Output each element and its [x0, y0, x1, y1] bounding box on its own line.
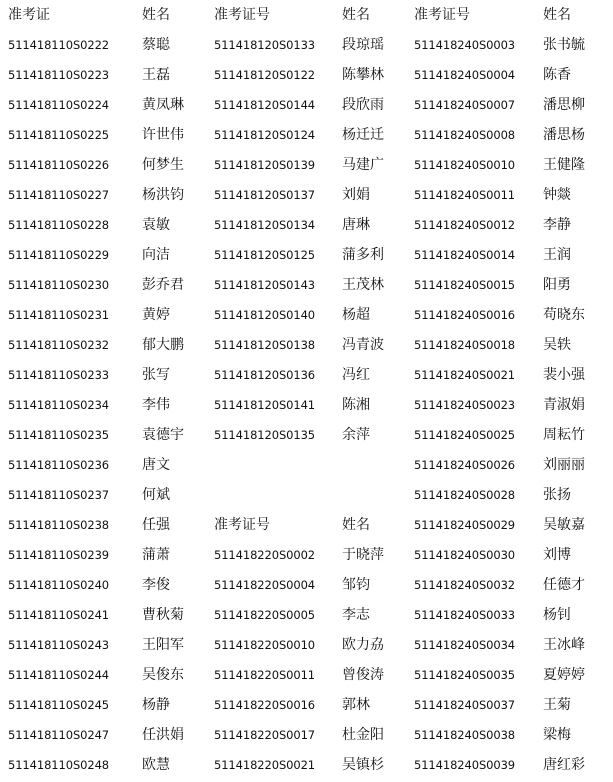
name-cell: 王磊 — [142, 67, 170, 83]
exam-number-cell: 511418240S0018 — [414, 338, 516, 352]
name-cell: 杜金阳 — [342, 727, 384, 743]
name-cell: 张书毓 — [543, 37, 585, 53]
exam-number-cell: 511418110S0231 — [8, 308, 110, 322]
exam-number-cell: 511418110S0223 — [8, 68, 110, 82]
name-cell — [342, 480, 408, 510]
name-cell: 黄婷 — [142, 307, 170, 323]
name-cell — [342, 450, 408, 480]
name-cell: 段琼瑶 — [342, 37, 384, 53]
name-cell: 吴镇杉 — [342, 757, 384, 773]
table-row — [0, 540, 613, 570]
exam-number-cell: 511418110S0240 — [8, 578, 110, 592]
name-cell: 陈攀林 — [342, 67, 384, 83]
name-cell: 张扬 — [543, 487, 571, 503]
table-row — [0, 90, 613, 120]
exam-number-cell: 511418110S0236 — [8, 458, 110, 472]
exam-number-cell: 511418110S0244 — [8, 668, 110, 682]
exam-number-cell: 511418120S0124 — [214, 128, 316, 142]
exam-number-cell: 511418110S0238 — [8, 518, 110, 532]
exam-number-cell: 511418240S0011 — [414, 188, 516, 202]
name-cell: 周耘竹 — [543, 427, 585, 443]
name-cell: 袁德宇 — [142, 427, 184, 443]
name-cell: 夏婷婷 — [543, 667, 585, 683]
name-cell: 邹钧 — [342, 577, 370, 593]
table-row — [0, 690, 613, 720]
name-cell: 任强 — [142, 517, 170, 533]
name-cell: 梁梅 — [543, 727, 571, 743]
name-cell: 何梦生 — [142, 157, 184, 173]
name-cell: 陈湘 — [342, 397, 370, 413]
table-row — [0, 180, 613, 210]
exam-number-cell: 511418240S0016 — [414, 308, 516, 322]
exam-number-cell: 511418240S0004 — [414, 68, 516, 82]
exam-number-cell: 511418220S0011 — [214, 668, 316, 682]
column-header-exam-number: 准考证号 — [214, 517, 270, 533]
table-row — [0, 600, 613, 630]
name-cell: 唐红彩 — [543, 757, 585, 773]
exam-number-cell: 511418110S0230 — [8, 278, 110, 292]
exam-number-cell: 511418120S0138 — [214, 338, 316, 352]
name-cell: 马建广 — [342, 157, 384, 173]
exam-number-cell: 511418220S0016 — [214, 698, 316, 712]
name-cell: 郭林 — [342, 697, 370, 713]
exam-number-cell: 511418120S0137 — [214, 188, 316, 202]
exam-number-cell: 511418240S0034 — [414, 638, 516, 652]
name-cell: 袁敏 — [142, 217, 170, 233]
table-row — [0, 60, 613, 90]
name-cell: 冯青波 — [342, 337, 384, 353]
column-header-exam-number: 准考证 — [8, 7, 50, 23]
exam-number-cell: 511418110S0225 — [8, 128, 110, 142]
exam-number-cell: 511418240S0025 — [414, 428, 516, 442]
exam-number-cell: 511418110S0224 — [8, 98, 110, 112]
table-row — [0, 450, 613, 480]
exam-number-cell: 511418110S0229 — [8, 248, 110, 262]
exam-number-cell: 511418240S0026 — [414, 458, 516, 472]
table-row — [0, 30, 613, 60]
table-row — [0, 630, 613, 660]
exam-number-cell: 511418240S0003 — [414, 38, 516, 52]
table-row — [0, 720, 613, 750]
exam-number-cell: 511418110S0237 — [8, 488, 110, 502]
name-cell: 欧力劦 — [342, 637, 384, 653]
exam-number-cell — [214, 480, 338, 510]
name-cell: 刘博 — [543, 547, 571, 563]
name-cell: 王健隆 — [543, 157, 585, 173]
exam-number-cell: 511418120S0136 — [214, 368, 316, 382]
table-row — [0, 360, 613, 390]
exam-number-cell: 511418240S0032 — [414, 578, 516, 592]
exam-number-cell: 511418240S0023 — [414, 398, 516, 412]
name-cell: 欧慧 — [142, 757, 170, 773]
name-cell: 吴轶 — [543, 337, 571, 353]
name-cell: 青淑娟 — [543, 397, 585, 413]
exam-number-cell: 511418240S0010 — [414, 158, 516, 172]
name-cell: 王菊 — [543, 697, 571, 713]
table-row — [0, 150, 613, 180]
name-cell: 刘娟 — [342, 187, 370, 203]
name-cell: 李志 — [342, 607, 370, 623]
table-row — [0, 330, 613, 360]
exam-number-cell: 511418120S0140 — [214, 308, 316, 322]
name-cell: 苟晓东 — [543, 307, 585, 323]
name-cell: 任洪娟 — [142, 727, 184, 743]
name-cell: 杨超 — [342, 307, 370, 323]
exam-number-cell: 511418110S0222 — [8, 38, 110, 52]
name-cell: 许世伟 — [142, 127, 184, 143]
exam-number-cell: 511418120S0133 — [214, 38, 316, 52]
name-cell: 冯红 — [342, 367, 370, 383]
exam-number-cell: 511418240S0033 — [414, 608, 516, 622]
table-row — [0, 300, 613, 330]
exam-number-cell: 511418110S0234 — [8, 398, 110, 412]
table-row — [0, 480, 613, 510]
name-cell: 裴小强 — [543, 367, 585, 383]
name-cell: 钟燚 — [543, 187, 571, 203]
table-row — [0, 270, 613, 300]
name-cell: 蔡聪 — [142, 37, 170, 53]
exam-number-cell: 511418110S0235 — [8, 428, 110, 442]
exam-number-cell: 511418110S0239 — [8, 548, 110, 562]
column-header-name: 姓名 — [142, 7, 170, 23]
name-cell: 杨钊 — [543, 607, 571, 623]
exam-number-cell: 511418240S0039 — [414, 758, 516, 772]
table-row — [0, 120, 613, 150]
table-row — [0, 660, 613, 690]
table-row — [0, 570, 613, 600]
name-cell: 张写 — [142, 367, 170, 383]
name-cell: 王茂林 — [342, 277, 384, 293]
name-cell: 陈香 — [543, 67, 571, 83]
name-cell: 潘思杨 — [543, 127, 585, 143]
name-cell: 阳勇 — [543, 277, 571, 293]
name-cell: 吴敏嘉 — [543, 517, 585, 533]
exam-number-cell: 511418220S0005 — [214, 608, 316, 622]
exam-number-cell: 511418240S0029 — [414, 518, 516, 532]
name-cell: 黄凤琳 — [142, 97, 184, 113]
column-header-name: 姓名 — [543, 7, 571, 23]
name-cell: 王冰峰 — [543, 637, 585, 653]
exam-number-cell: 511418240S0012 — [414, 218, 516, 232]
exam-number-cell: 511418220S0021 — [214, 758, 316, 772]
exam-number-cell: 511418240S0014 — [414, 248, 516, 262]
exam-number-cell: 511418110S0233 — [8, 368, 110, 382]
name-cell: 余萍 — [342, 427, 370, 443]
table-row — [0, 240, 613, 270]
exam-number-cell: 511418110S0226 — [8, 158, 110, 172]
exam-number-cell: 511418120S0139 — [214, 158, 316, 172]
name-cell: 李伟 — [142, 397, 170, 413]
name-cell: 郁大鹏 — [142, 337, 184, 353]
table-row — [0, 750, 613, 780]
name-cell: 向洁 — [142, 247, 170, 263]
table-row — [0, 510, 613, 540]
name-cell: 唐文 — [142, 457, 170, 473]
exam-number-cell: 511418240S0030 — [414, 548, 516, 562]
exam-number-cell: 511418120S0125 — [214, 248, 316, 262]
exam-number-cell: 511418220S0010 — [214, 638, 316, 652]
name-cell: 李俊 — [142, 577, 170, 593]
exam-number-cell: 511418220S0017 — [214, 728, 316, 742]
name-cell: 蒲萧 — [142, 547, 170, 563]
name-cell: 何斌 — [142, 487, 170, 503]
exam-number-cell: 511418220S0004 — [214, 578, 316, 592]
name-cell: 彭乔君 — [142, 277, 184, 293]
exam-number-cell: 511418120S0122 — [214, 68, 316, 82]
name-cell: 杨迁迁 — [342, 127, 384, 143]
table-row — [0, 210, 613, 240]
name-cell: 刘丽丽 — [543, 457, 585, 473]
exam-number-cell: 511418120S0144 — [214, 98, 316, 112]
exam-number-cell: 511418240S0028 — [414, 488, 516, 502]
exam-number-cell: 511418120S0141 — [214, 398, 316, 412]
name-cell: 段欣雨 — [342, 97, 384, 113]
exam-number-cell: 511418120S0143 — [214, 278, 316, 292]
exam-number-cell: 511418240S0021 — [414, 368, 516, 382]
exam-number-cell: 511418110S0248 — [8, 758, 110, 772]
name-cell: 杨洪钧 — [142, 187, 184, 203]
name-cell: 曾俊涛 — [342, 667, 384, 683]
exam-number-cell: 511418240S0037 — [414, 698, 516, 712]
exam-number-cell: 511418240S0035 — [414, 668, 516, 682]
name-cell: 潘思柳 — [543, 97, 585, 113]
name-cell: 王阳军 — [142, 637, 184, 653]
name-cell: 杨静 — [142, 697, 170, 713]
name-cell: 蒲多利 — [342, 247, 384, 263]
name-cell: 任德才 — [543, 577, 585, 593]
name-cell: 唐琳 — [342, 217, 370, 233]
exam-number-cell: 511418110S0243 — [8, 638, 110, 652]
exam-number-cell: 511418120S0135 — [214, 428, 316, 442]
table-row — [0, 390, 613, 420]
exam-number-cell: 511418110S0227 — [8, 188, 110, 202]
exam-number-cell: 511418240S0008 — [414, 128, 516, 142]
exam-number-cell — [214, 450, 338, 480]
exam-number-cell: 511418120S0134 — [214, 218, 316, 232]
name-cell: 曹秋菊 — [142, 607, 184, 623]
name-cell: 李静 — [543, 217, 571, 233]
column-header-name: 姓名 — [342, 517, 370, 533]
exam-number-cell: 511418110S0241 — [8, 608, 110, 622]
column-header-exam-number: 准考证号 — [414, 7, 470, 23]
exam-number-cell: 511418240S0015 — [414, 278, 516, 292]
exam-number-cell: 511418110S0247 — [8, 728, 110, 742]
column-header-exam-number: 准考证号 — [214, 7, 270, 23]
exam-number-cell: 511418240S0038 — [414, 728, 516, 742]
column-header-name: 姓名 — [342, 7, 370, 23]
name-cell: 吴俊东 — [142, 667, 184, 683]
exam-number-cell: 511418110S0228 — [8, 218, 110, 232]
exam-number-cell: 511418220S0002 — [214, 548, 316, 562]
table-row — [0, 420, 613, 450]
exam-number-cell: 511418110S0232 — [8, 338, 110, 352]
exam-number-cell: 511418240S0007 — [414, 98, 516, 112]
header-row — [0, 0, 613, 30]
name-cell: 于晓萍 — [342, 547, 384, 563]
name-cell: 王润 — [543, 247, 571, 263]
exam-number-cell: 511418110S0245 — [8, 698, 110, 712]
